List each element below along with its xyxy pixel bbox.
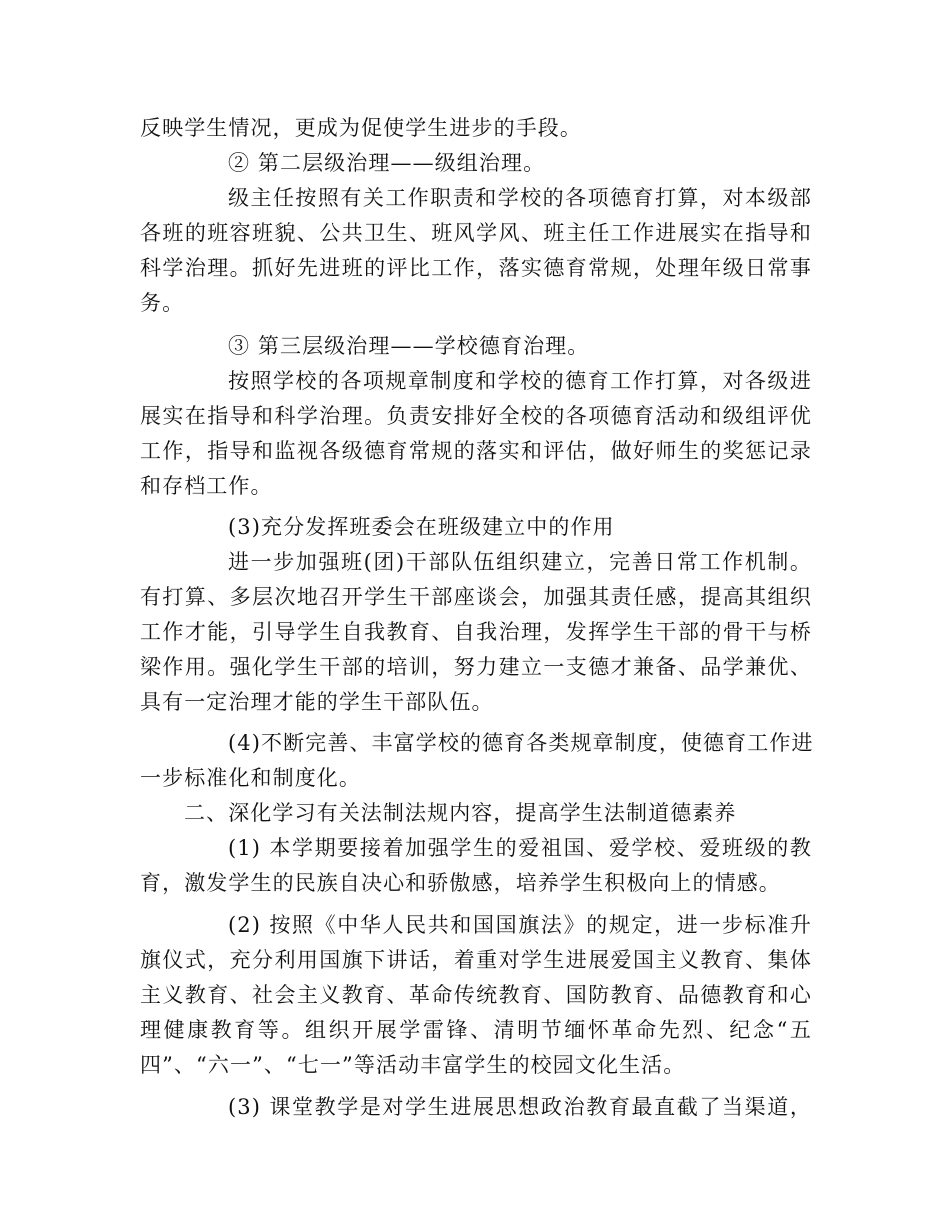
text-line: 工作才能，引导学生自我教育、自我治理，发挥学生干部的骨干与桥	[140, 620, 812, 644]
text-line: 主义教育、社会主义教育、革命传统教育、国防教育、品德教育和心	[140, 983, 812, 1007]
text-line: (4)不断完善、丰富学校的德育各类规章制度，使德育工作进	[228, 731, 814, 755]
text-line: 具有一定治理才能的学生干部队伍。	[140, 690, 494, 714]
text-line: 四”、“六一”、“七一”等活动丰富学生的校园文化生活。	[140, 1053, 686, 1077]
text-line: 务。	[140, 291, 185, 315]
text-line: (1) 本学期要接着加强学生的爱祖国、爱学校、爱班级的教	[228, 836, 812, 860]
text-line: 旗仪式，充分利用国旗下讲话，着重对学生进展爱国主义教育、集体	[140, 948, 812, 972]
text-line: 级主任按照有关工作职责和学校的各项德育打算，对本级部	[228, 186, 812, 210]
text-line: (2) 按照《中华人民共和国国旗法》的规定，进一步标准升	[228, 913, 812, 937]
section-heading: ③ 第三层级治理——学校德育治理。	[228, 334, 590, 358]
text-line: 工作，指导和监视各级德育常规的落实和评估，做好师生的奖惩记录	[140, 439, 812, 463]
text-line: 科学治理。抓好先进班的评比工作，落实德育常规，处理年级日常事	[140, 256, 812, 280]
section-heading: ② 第二层级治理——级组治理。	[228, 151, 546, 175]
text-line: 育，激发学生的民族自决心和骄傲感，培养学生积极向上的情感。	[140, 871, 781, 895]
text-line: 各班的班容班貌、公共卫生、班风学风、班主任工作进展实在指导和	[140, 221, 812, 245]
text-line: 进一步加强班(团)干部队伍组织建立，完善日常工作机制。	[228, 550, 812, 574]
section-heading: (3)充分发挥班委会在班级建立中的作用	[228, 515, 615, 539]
text-line: 按照学校的各项规章制度和学校的德育工作打算，对各级进	[228, 369, 812, 393]
text-line: 展实在指导和科学治理。负责安排好全校的各项德育活动和级组评优	[140, 404, 812, 428]
text-line: 梁作用。强化学生干部的培训，努力建立一支德才兼备、品学兼优、	[140, 655, 812, 679]
text-line: 一步标准化和制度化。	[140, 766, 361, 790]
section-heading: 二、深化学习有关法制法规内容，提高学生法制道德素养	[184, 801, 737, 825]
text-line: 有打算、多层次地召开学生干部座谈会，加强其责任感，提高其组织	[140, 585, 812, 609]
text-line: (3) 课堂教学是对学生进展思想政治教育最直截了当渠道，	[228, 1095, 812, 1119]
text-line: 和存档工作。	[140, 474, 273, 498]
text-line: 理健康教育等。组织开展学雷锋、清明节缅怀革命先烈、纪念“五	[140, 1018, 812, 1042]
text-line: 反映学生情况，更成为促使学生进步的手段。	[140, 116, 582, 140]
